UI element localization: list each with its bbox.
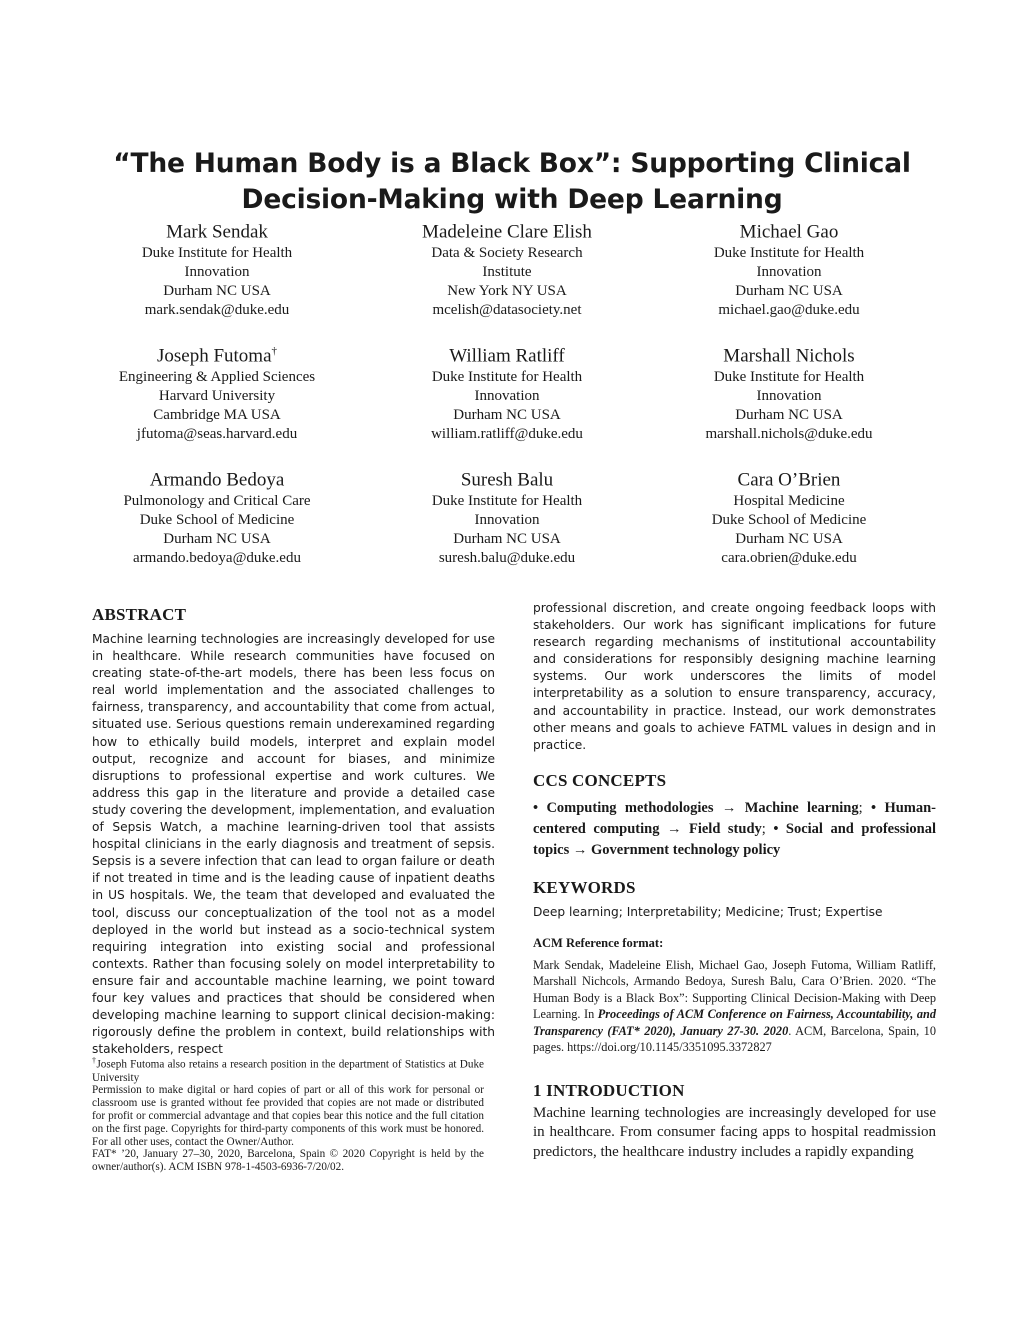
author-card — [76, 463, 358, 587]
author-affiliation: Data & Society Research — [431, 245, 583, 262]
abstract-text: Machine learning technologies are increasingly developed for use in healthcare. While research communities have focused on creating state-of-the-art models, there has been less focus on real world implementation and the associated challenges to fairness, transparency, and accountability that come from actual, situated use. Serious questions remain underexamined regarding how to ethically build models, interpret and explain model output, recognize and account for biases, and minimize disruptions to professional expertise and work cultures. We address this gap in the literature and provide a detailed case study covering the development, implementation, and evaluation of Sepsis Watch, a machine learning-driven tool that assists hospital clinicians in the early diagnosis and treatment of sepsis. Sepsis is a severe infection that can lead to organ failure or death if not treated in time and is the leading cause of inpatient deaths in US hospitals. We, the team that developed and evaluated the tool, discuss our conceptualization of the tool not as a model deployed in the world but instead as a socio-technical system requiring integration into existing social and professional contexts. Rather than focusing solely on model interpretability to ensure fair and accountable machine learning, we point toward four key values and practices that should be considered when developing machine learning to support clinical decision-making: rigorously define the problem in context, build relationships with stakeholders, respect — [92, 632, 495, 1057]
author-name: Michael Gao — [739, 221, 839, 243]
left-column — [92, 604, 495, 1058]
arrow-icon: → — [666, 820, 682, 837]
author-affiliation: Institute — [482, 264, 532, 281]
author-row — [88, 339, 936, 463]
dagger-footnote-mark: † — [92, 1056, 97, 1065]
author-affiliation: Pulmonology and Critical Care — [123, 493, 311, 510]
author-card — [648, 463, 930, 587]
author-affiliation: Duke Institute for Health — [431, 369, 583, 386]
author-affiliation: Engineering & Applied Sciences — [118, 369, 316, 386]
author-card — [366, 215, 648, 339]
author-block — [88, 215, 936, 587]
abstract-text-continued: professional discretion, and create ongoing feedback loops with stakeholders. Our work has significant implications for future research regarding mechanisms of institutional accountability and considerations for responsibly designing machine learning systems. Our work underscores the limits of model interpretability as a solution to ensure transparency, accuracy, and accountability in practice. Instead, our work demonstrates other means and goals to achieve FATML values in design and in practice. — [533, 601, 936, 752]
acm-reference-text: Mark Sendak, Madeleine Elish, Michael Gao, Joseph Futoma, William Ratliff, Marshall Nichcols, Armando Bedoya, Suresh Balu, Cara O’Brien. 2020. “The Human Body is a Black Box”: Supporting Clinical Decision-Making with Deep Learning. In Proceedings of ACM Conference on Fairness, Accountability, and Transparency (FAT* 2020), January 27-30. 2020. ACM, Barcelona, Spain, 10 pages. https://doi.org/10.1145/3351095.3372827 — [533, 957, 936, 1055]
author-affiliation: Duke Institute for Health — [713, 245, 865, 262]
author-affiliation: Innovation — [474, 388, 540, 405]
author-card — [76, 215, 358, 339]
introduction-heading: 1 INTRODUCTION — [533, 1080, 685, 1100]
affiliation-footnote: †Joseph Futoma also retains a research position in the department of Statistics at Duke University — [92, 1056, 485, 1084]
author-name: Madeleine Clare Elish — [422, 221, 592, 243]
author-email: william.ratliff@duke.edu — [431, 426, 583, 443]
author-location: Durham NC USA — [453, 531, 561, 548]
copyright-notice: FAT* ’20, January 27–30, 2020, Barcelona, Spain © 2020 Copyright is held by the owner/author(s). ACM ISBN 978-1-4503-6936-7/20/02. — [92, 1148, 484, 1174]
author-location: Durham NC USA — [163, 283, 271, 300]
author-name: Joseph Futoma† — [156, 345, 278, 367]
author-location: Durham NC USA — [735, 531, 843, 548]
acm-reference-venue: Proceedings of ACM Conference on Fairness, Accountability, and Transparency (FAT* 2020), January 27-30. 2020 — [533, 1007, 936, 1038]
author-affiliation: Innovation — [184, 264, 250, 281]
author-email: mark.sendak@duke.edu — [144, 302, 290, 319]
author-location: Durham NC USA — [735, 283, 843, 300]
author-email: armando.bedoya@duke.edu — [133, 550, 301, 567]
author-name: Marshall Nichols — [723, 345, 855, 367]
author-affiliation: Innovation — [756, 264, 822, 281]
author-affiliation: Duke Institute for Health — [713, 369, 865, 386]
author-row — [88, 215, 936, 339]
author-row — [88, 463, 936, 587]
author-card — [648, 339, 930, 463]
introduction-text: Machine learning technologies are increasingly developed for use in healthcare. From consumer facing apps to hospital readmission predictors, the healthcare industry includes a rapidly expanding — [533, 1104, 936, 1160]
author-affiliation: Hospital Medicine — [733, 493, 845, 510]
author-name: William Ratliff — [449, 345, 565, 367]
arrow-icon: → — [721, 799, 737, 816]
author-name: Armando Bedoya — [149, 469, 285, 491]
author-affiliation: Duke School of Medicine — [711, 512, 867, 529]
permission-notice: Permission to make digital or hard copies of part or all of this work for personal or classroom use is granted without fee provided that copies are not made or distributed for profit or commercial advantage and that copies bear this notice and the full citation on the first page. Copyrights for third-party components of this work must be honored. For all other uses, contact the Owner/Author. — [92, 1084, 484, 1148]
ccs-heading: CCS CONCEPTS — [533, 770, 667, 790]
title-line-1: “The Human Body is a Black Box”: Supporting Clinical — [113, 147, 911, 179]
author-affiliation: Duke School of Medicine — [139, 512, 295, 529]
right-column — [533, 600, 936, 1162]
author-card — [366, 463, 648, 587]
paper-title — [92, 146, 932, 218]
author-name: Cara O’Brien — [737, 469, 841, 491]
dagger-footnote-mark: † — [271, 345, 278, 357]
acm-reference-heading: ACM Reference format: — [533, 935, 664, 950]
arrow-icon: → — [572, 841, 588, 858]
author-location: Durham NC USA — [735, 407, 843, 424]
author-affiliation: Harvard University — [158, 388, 276, 405]
author-location: New York NY USA — [447, 283, 567, 300]
author-name: Mark Sendak — [166, 221, 268, 243]
author-email: suresh.balu@duke.edu — [438, 550, 576, 567]
author-card — [366, 339, 648, 463]
first-page-footnote — [92, 1055, 484, 1174]
author-email: mcelish@datasociety.net — [432, 302, 582, 319]
author-name: Suresh Balu — [460, 469, 554, 491]
title-line-2: Decision-Making with Deep Learning — [241, 183, 783, 215]
author-affiliation: Duke Institute for Health — [141, 245, 293, 262]
author-email: jfutoma@seas.harvard.edu — [136, 426, 298, 443]
abstract-heading: ABSTRACT — [92, 605, 187, 624]
author-card — [76, 339, 358, 463]
keywords-heading: KEYWORDS — [533, 877, 636, 897]
author-location: Durham NC USA — [163, 531, 271, 548]
author-card — [648, 215, 930, 339]
author-affiliation: Duke Institute for Health — [431, 493, 583, 510]
author-email: marshall.nichols@duke.edu — [705, 426, 873, 443]
keywords-text: Deep learning; Interpretability; Medicine; Trust; Expertise — [533, 904, 883, 919]
author-location: Durham NC USA — [453, 407, 561, 424]
ccs-concepts-text: • Computing methodologies → Machine learning; • Human-centered computing → Field study; • Social and professional topics → Government technology policy — [533, 799, 937, 858]
author-location: Cambridge MA USA — [153, 407, 281, 424]
author-affiliation: Innovation — [474, 512, 540, 529]
author-email: michael.gao@duke.edu — [718, 302, 860, 319]
author-affiliation: Innovation — [756, 388, 822, 405]
author-email: cara.obrien@duke.edu — [721, 550, 857, 567]
